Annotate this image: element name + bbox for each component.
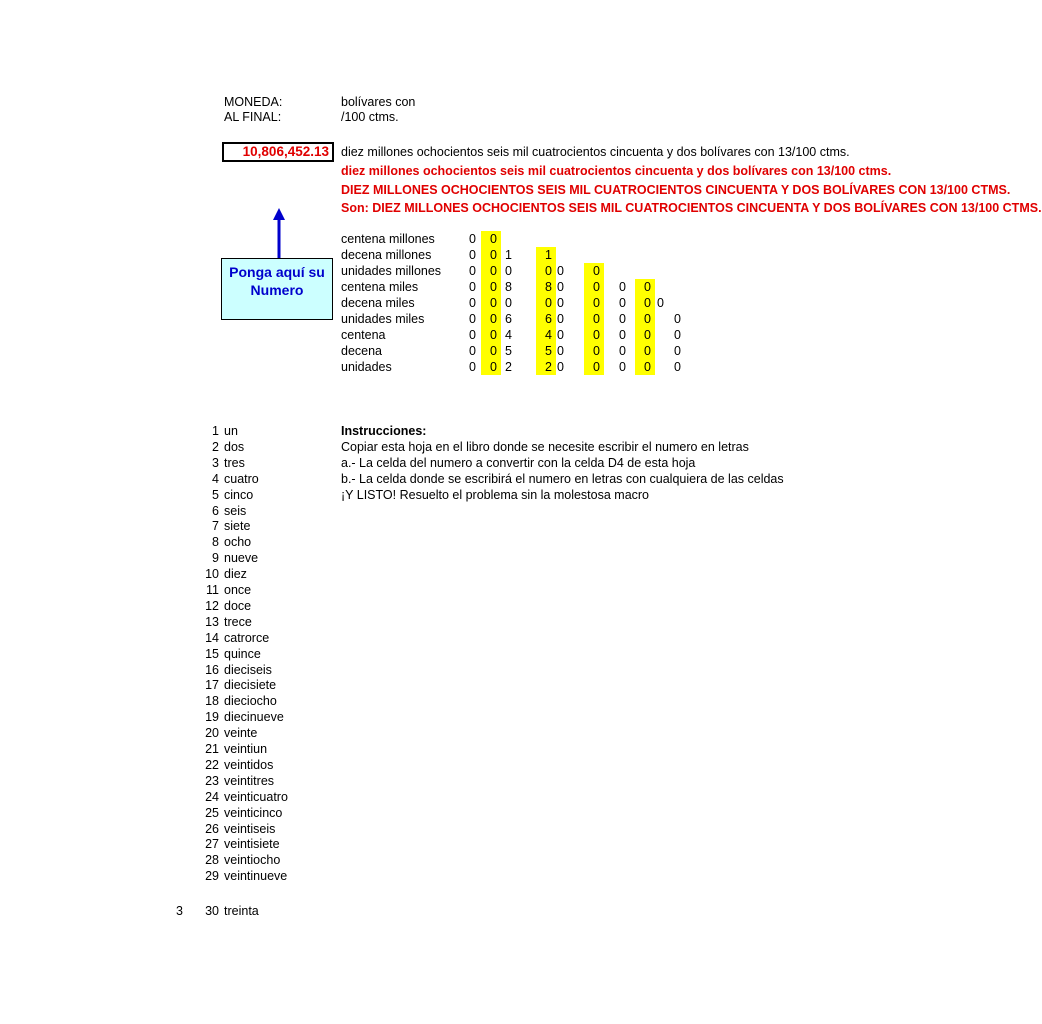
last-row-word: treinta (224, 904, 259, 918)
number-list-number: 18 (205, 694, 219, 708)
digit-cell: 1 (545, 248, 552, 262)
digit-cell: 0 (674, 344, 681, 358)
number-list-number: 4 (212, 472, 219, 486)
digit-cell: 0 (619, 312, 626, 326)
number-list-number: 25 (205, 806, 219, 820)
number-list-number: 28 (205, 853, 219, 867)
instruction-line: ¡Y LISTO! Resuelto el problema sin la molestosa macro (341, 488, 650, 502)
digit-row-label: centena millones (341, 232, 435, 246)
number-list-word: dieciseis (224, 663, 272, 677)
digit-cell: 2 (545, 360, 552, 374)
digit-cell: 0 (469, 280, 476, 294)
number-list-word: veinte (224, 726, 258, 740)
number-list-number: 26 (205, 822, 219, 836)
instructions-title: Instrucciones: (341, 424, 427, 438)
result-line-upper: DIEZ MILLONES OCHOCIENTOS SEIS MIL CUATROCIENTOS CINCUENTA Y DOS BOLÍVARES CON 13/100 CTMS. (341, 183, 1011, 197)
number-list-number: 27 (205, 837, 219, 851)
digit-row-label: unidades (341, 360, 392, 374)
number-list-number: 29 (205, 869, 219, 883)
digit-cell: 0 (644, 312, 651, 326)
number-list-word: tres (224, 456, 245, 470)
number-list-number: 24 (205, 790, 219, 804)
digit-row-label: decena millones (341, 248, 432, 262)
number-list-number: 23 (205, 774, 219, 788)
digit-cell: 0 (557, 312, 564, 326)
digit-cell: 0 (644, 280, 651, 294)
digit-cell: 0 (490, 312, 497, 326)
result-line-lower: diez millones ochocientos seis mil cuatrocientos cincuenta y dos bolívares con 13/100 ctms. (341, 145, 850, 159)
number-list-number: 6 (212, 504, 219, 518)
digit-cell: 0 (674, 312, 681, 326)
digit-cell: 6 (505, 312, 512, 326)
digit-cell: 1 (505, 248, 512, 262)
number-list-number: 11 (206, 583, 219, 597)
number-list-number: 17 (205, 678, 219, 692)
digit-cell: 0 (557, 360, 564, 374)
number-list-number: 10 (205, 567, 219, 581)
digit-cell: 0 (490, 296, 497, 310)
digit-cell: 0 (657, 296, 664, 310)
digit-cell: 0 (469, 264, 476, 278)
digit-cell: 5 (505, 344, 512, 358)
number-list-word: cinco (224, 488, 254, 502)
digit-cell: 2 (505, 360, 512, 374)
digit-cell: 5 (545, 344, 552, 358)
number-list-word: veintitres (224, 774, 275, 788)
digit-cell: 0 (619, 344, 626, 358)
number-list-number: 14 (205, 631, 219, 645)
number-list-word: quince (224, 647, 261, 661)
digit-cell: 0 (644, 328, 651, 342)
number-list-number: 12 (205, 599, 219, 613)
moneda-value: bolívares con (341, 95, 416, 109)
digit-row-label: centena miles (341, 280, 419, 294)
digit-cell: 0 (469, 296, 476, 310)
number-list-word: veintiun (224, 742, 268, 756)
digit-cell: 8 (505, 280, 512, 294)
number-input-cell[interactable]: 10,806,452.13 (222, 142, 334, 162)
number-list-number: 2 (212, 440, 219, 454)
digit-cell: 4 (545, 328, 552, 342)
digit-cell: 0 (593, 344, 600, 358)
digit-row-label: centena (341, 328, 386, 342)
digit-cell: 0 (593, 296, 600, 310)
digit-cell: 4 (505, 328, 512, 342)
number-list-number: 5 (212, 488, 219, 502)
final-label: AL FINAL: (224, 110, 282, 124)
number-list-word: veintinueve (224, 869, 288, 883)
number-list-word: dieciocho (224, 694, 277, 708)
number-list-word: diecinueve (224, 710, 284, 724)
digit-cell: 0 (593, 264, 600, 278)
digit-cell: 0 (644, 360, 651, 374)
digit-row-label: decena (341, 344, 383, 358)
result-line-lower-red: diez millones ochocientos seis mil cuatrocientos cincuenta y dos bolívares con 13/100 ctms. (341, 164, 892, 178)
number-list-word: cuatro (224, 472, 259, 486)
digit-cell: 0 (619, 328, 626, 342)
digit-cell: 0 (469, 248, 476, 262)
number-list-number: 15 (205, 647, 219, 661)
number-list-number: 9 (212, 551, 219, 565)
number-list-word: seis (224, 504, 247, 518)
last-row-number: 30 (205, 904, 219, 918)
digit-cell: 0 (644, 296, 651, 310)
number-list-number: 13 (205, 615, 219, 629)
number-list-word: diez (224, 567, 247, 581)
number-list-number: 19 (205, 710, 219, 724)
number-list-word: veintiseis (224, 822, 276, 836)
digit-cell: 0 (490, 328, 497, 342)
number-list-word: trece (224, 615, 252, 629)
digit-cell: 0 (593, 312, 600, 326)
digit-cell: 0 (469, 344, 476, 358)
digit-cell: 0 (469, 328, 476, 342)
digit-row-label: unidades millones (341, 264, 442, 278)
moneda-label: MONEDA: (224, 95, 283, 109)
final-value: /100 ctms. (341, 110, 399, 124)
digit-cell: 0 (619, 280, 626, 294)
digit-cell: 0 (619, 296, 626, 310)
number-list-word: veintiocho (224, 853, 281, 867)
number-list-number: 1 (212, 424, 219, 438)
digit-cell: 0 (557, 296, 564, 310)
digit-cell: 0 (644, 344, 651, 358)
number-list-word: doce (224, 599, 252, 613)
digit-cell: 0 (469, 360, 476, 374)
number-list-word: once (224, 583, 252, 597)
last-row-left: 3 (176, 904, 183, 918)
digit-cell: 0 (490, 248, 497, 262)
digit-cell: 0 (505, 264, 512, 278)
number-list-word: ocho (224, 535, 252, 549)
number-list-word: dos (224, 440, 245, 454)
digit-row-label: unidades miles (341, 312, 425, 326)
digit-cell: 0 (557, 328, 564, 342)
digit-cell: 0 (557, 344, 564, 358)
instruction-line: a.- La celda del numero a convertir con la celda D4 de esta hoja (341, 456, 696, 470)
digit-cell: 0 (490, 344, 497, 358)
number-list-word: veintidos (224, 758, 274, 772)
callout-box: Ponga aquí su Numero (221, 258, 333, 320)
digit-cell: 0 (545, 264, 552, 278)
result-line-son: Son: DIEZ MILLONES OCHOCIENTOS SEIS MIL CUATROCIENTOS CINCUENTA Y DOS BOLÍVARES CON 13/100 CTMS. (341, 201, 1042, 215)
number-list-word: veinticinco (224, 806, 283, 820)
number-list-word: veinticuatro (224, 790, 288, 804)
number-list-word: nueve (224, 551, 259, 565)
arrow-up-icon (269, 206, 289, 262)
digit-cell: 0 (469, 232, 476, 246)
number-list-word: diecisiete (224, 678, 277, 692)
digit-cell: 0 (619, 360, 626, 374)
instruction-line: Copiar esta hoja en el libro donde se necesite escribir el numero en letras (341, 440, 749, 454)
instruction-line: b.- La celda donde se escribirá el numero en letras con cualquiera de las celdas (341, 472, 784, 486)
digit-cell: 0 (469, 312, 476, 326)
digit-cell: 0 (593, 280, 600, 294)
number-list-number: 3 (212, 456, 219, 470)
number-list-number: 8 (212, 535, 219, 549)
digit-cell: 0 (545, 296, 552, 310)
number-list-number: 21 (205, 742, 219, 756)
number-list-number: 7 (212, 519, 219, 533)
digit-cell: 0 (490, 232, 497, 246)
digit-cell: 0 (490, 264, 497, 278)
digit-cell: 0 (557, 280, 564, 294)
number-list-number: 16 (205, 663, 219, 677)
digit-cell: 0 (557, 264, 564, 278)
digit-row-label: decena miles (341, 296, 415, 310)
digit-cell: 0 (490, 360, 497, 374)
digit-cell: 0 (593, 360, 600, 374)
number-list-word: veintisiete (224, 837, 280, 851)
number-list-number: 22 (205, 758, 219, 772)
number-list-word: catrorce (224, 631, 270, 645)
number-list-word: un (224, 424, 238, 438)
digit-cell: 0 (490, 280, 497, 294)
digit-cell: 0 (674, 360, 681, 374)
number-list-word: siete (224, 519, 251, 533)
digit-cell: 0 (505, 296, 512, 310)
digit-cell: 6 (545, 312, 552, 326)
digit-cell: 0 (674, 328, 681, 342)
digit-cell: 8 (545, 280, 552, 294)
digit-cell: 0 (593, 328, 600, 342)
number-list-number: 20 (205, 726, 219, 740)
